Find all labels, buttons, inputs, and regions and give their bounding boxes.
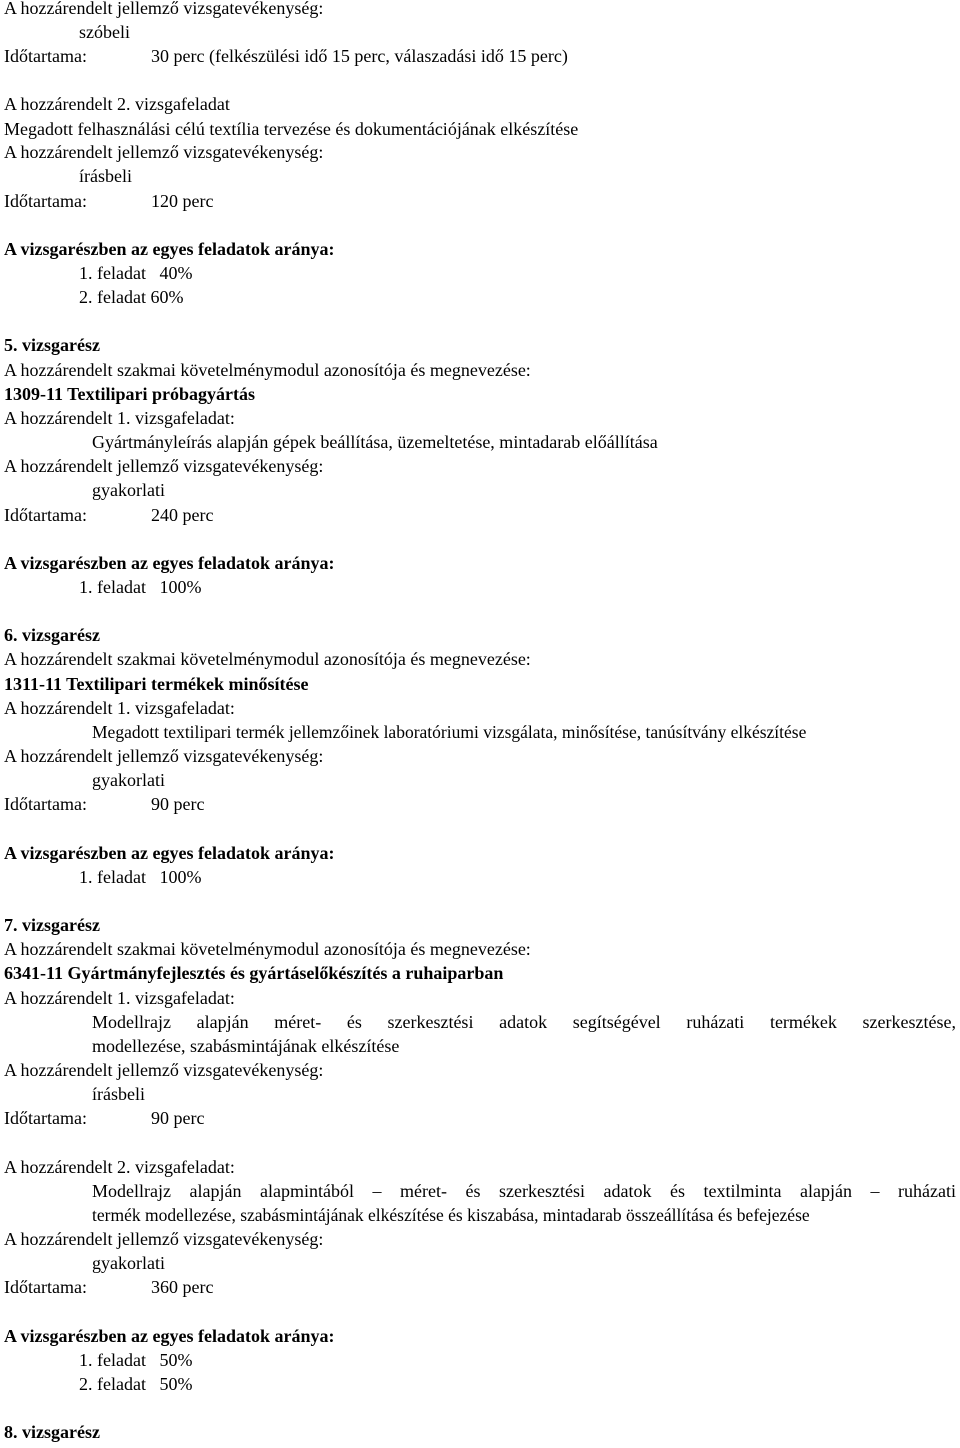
duration-row bbox=[4, 504, 213, 526]
exam-activity-label: A hozzárendelt jellemző vizsgatevékenység: bbox=[4, 1060, 324, 1080]
duration-row bbox=[4, 45, 568, 67]
task-ratio-item: 1. feladat 100% bbox=[79, 867, 202, 887]
duration-row bbox=[4, 793, 204, 815]
duration-label: Időtartama: bbox=[4, 794, 87, 814]
duration-label: Időtartama: bbox=[4, 1108, 87, 1128]
task-heading: A hozzárendelt 2. vizsgafeladat bbox=[4, 94, 230, 114]
task-ratio-heading: A vizsgarészben az egyes feladatok aránya: bbox=[4, 239, 335, 259]
module-label: A hozzárendelt szakmai követelménymodul azonosítója és megnevezése: bbox=[4, 360, 531, 380]
duration-label: Időtartama: bbox=[4, 505, 87, 525]
exam-activity-value: gyakorlati bbox=[92, 1253, 165, 1273]
task-description-line-2: modellezése, szabásmintájának elkészítése bbox=[92, 1036, 400, 1056]
task-ratio-item: 2. feladat 60% bbox=[79, 287, 184, 307]
duration-value: 30 perc (felkészülési idő 15 perc, válaszadási idő 15 perc) bbox=[151, 46, 568, 66]
duration-label: Időtartama: bbox=[4, 191, 87, 211]
section-heading: 7. vizsgarész bbox=[4, 915, 100, 935]
module-title: 1311-11 Textilipari termékek minősítése bbox=[4, 674, 309, 694]
section-heading: 8. vizsgarész bbox=[4, 1422, 100, 1442]
exam-activity-label: A hozzárendelt jellemző vizsgatevékenység: bbox=[4, 746, 324, 766]
task-description-line-2: termék modellezése, szabásmintájának elkészítése és kiszabása, mintadarab összeállítása és befejezése bbox=[92, 1205, 810, 1225]
task-heading: A hozzárendelt 1. vizsgafeladat: bbox=[4, 988, 235, 1008]
exam-activity-label: A hozzárendelt jellemző vizsgatevékenység: bbox=[4, 0, 324, 18]
task-ratio-item: 1. feladat 40% bbox=[79, 263, 193, 283]
duration-row bbox=[4, 1276, 213, 1298]
section-heading: 6. vizsgarész bbox=[4, 625, 100, 645]
exam-activity-label: A hozzárendelt jellemző vizsgatevékenység: bbox=[4, 142, 324, 162]
task-description-line-1: Modellrajz alapján alapmintából – méret- és szerkesztési adatok és textilminta alapján – ruházati bbox=[92, 1181, 956, 1201]
task-description: Megadott felhasználási célú textília tervezése és dokumentációjának elkészítése bbox=[4, 119, 579, 139]
task-description: Gyártmányleírás alapján gépek beállítása, üzemeltetése, mintadarab előállítása bbox=[92, 432, 658, 452]
exam-activity-value: gyakorlati bbox=[92, 480, 165, 500]
task-ratio-heading: A vizsgarészben az egyes feladatok aránya: bbox=[4, 1326, 335, 1346]
exam-activity-label: A hozzárendelt jellemző vizsgatevékenység: bbox=[4, 1229, 324, 1249]
task-ratio-item: 1. feladat 100% bbox=[79, 577, 202, 597]
duration-label: Időtartama: bbox=[4, 1277, 87, 1297]
exam-activity-value: gyakorlati bbox=[92, 770, 165, 790]
module-title: 1309-11 Textilipari próbagyártás bbox=[4, 384, 256, 404]
duration-row bbox=[4, 1107, 204, 1129]
task-description: Megadott textilipari termék jellemzőinek laboratóriumi vizsgálata, minősítése, tanúsítvány elkészítése bbox=[92, 722, 807, 742]
task-heading: A hozzárendelt 1. vizsgafeladat: bbox=[4, 408, 235, 428]
duration-row bbox=[4, 190, 213, 212]
duration-value: 240 perc bbox=[151, 505, 214, 525]
exam-activity-label: A hozzárendelt jellemző vizsgatevékenység: bbox=[4, 456, 324, 476]
task-ratio-item: 1. feladat 50% bbox=[79, 1350, 193, 1370]
task-description-line-1: Modellrajz alapján méret- és szerkesztési adatok segítségével ruházati termékek szerkesztése, bbox=[92, 1012, 956, 1032]
module-label: A hozzárendelt szakmai követelménymodul azonosítója és megnevezése: bbox=[4, 939, 531, 959]
task-heading: A hozzárendelt 2. vizsgafeladat: bbox=[4, 1157, 235, 1177]
duration-value: 120 perc bbox=[151, 191, 214, 211]
duration-label: Időtartama: bbox=[4, 46, 87, 66]
duration-value: 90 perc bbox=[151, 1108, 205, 1128]
task-heading: A hozzárendelt 1. vizsgafeladat: bbox=[4, 698, 235, 718]
section-heading: 5. vizsgarész bbox=[4, 335, 100, 355]
duration-value: 90 perc bbox=[151, 794, 205, 814]
exam-activity-value: írásbeli bbox=[79, 166, 132, 186]
task-ratio-heading: A vizsgarészben az egyes feladatok aránya: bbox=[4, 843, 335, 863]
task-ratio-heading: A vizsgarészben az egyes feladatok aránya: bbox=[4, 553, 335, 573]
task-ratio-item: 2. feladat 50% bbox=[79, 1374, 193, 1394]
exam-activity-value: szóbeli bbox=[79, 22, 130, 42]
module-label: A hozzárendelt szakmai követelménymodul azonosítója és megnevezése: bbox=[4, 649, 531, 669]
exam-activity-value: írásbeli bbox=[92, 1084, 145, 1104]
module-title: 6341-11 Gyártmányfejlesztés és gyártáselőkészítés a ruhaiparban bbox=[4, 963, 504, 983]
duration-value: 360 perc bbox=[151, 1277, 214, 1297]
